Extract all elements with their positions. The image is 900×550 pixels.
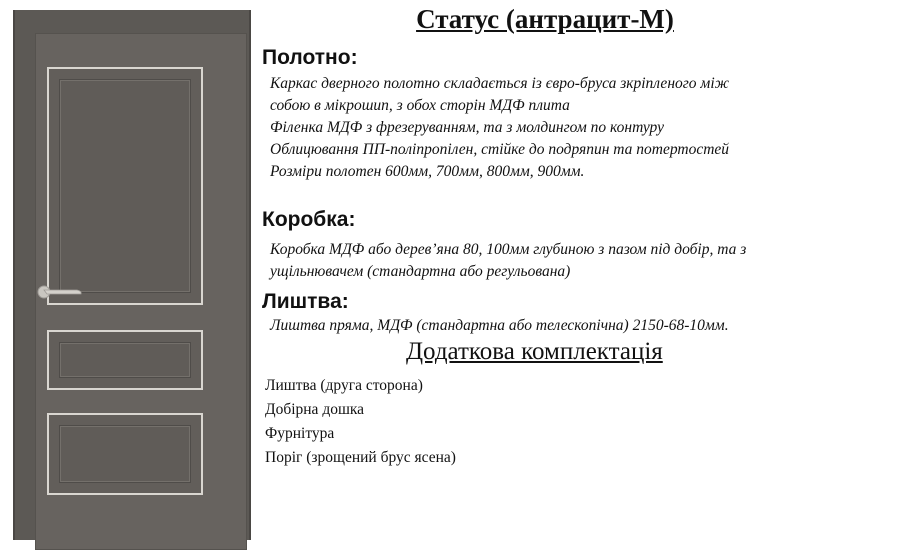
section-heading-lyshtva: Лиштва: (262, 290, 349, 313)
page-title: Статус (антрацит-М) (416, 4, 674, 34)
section-heading-polotno: Полотно: (262, 46, 358, 69)
section-text-lyshtva (270, 315, 729, 337)
description-line: Філенка МДФ з фрезеруванням, та з молдингом по контуру (270, 119, 664, 136)
description-line: ущільнювачем (стандартна або регульована) (270, 263, 571, 280)
description-line: Розміри полотен 600мм, 700мм, 800мм, 900мм. (270, 163, 585, 180)
description-line: Облицювання ПП-поліпропілен, стійке до подряпин та потертостей (270, 141, 730, 158)
section-text-korobka (270, 239, 746, 283)
extras-heading: Додаткова комплектація (406, 338, 663, 365)
extras-item: Лиштва (друга сторона) (265, 377, 423, 394)
extras-item: Фурнітура (265, 425, 335, 442)
door-handle-icon (37, 285, 83, 299)
description-line: Каркас дверного полотно складається із євро-бруса зкріпленого між (270, 75, 730, 92)
description-line: Лиштва пряма, МДФ (стандартна або телескопічна) 2150-68-10мм. (270, 317, 729, 334)
door-panel-bottom (47, 413, 203, 495)
section-text-polotno (270, 73, 729, 183)
extras-item: Поріг (зрощений брус ясена) (265, 449, 456, 466)
description-line: собою в мікрошип, з обох сторін МДФ плита (270, 97, 570, 114)
section-heading-korobka: Коробка: (262, 208, 356, 231)
door-panel-top (47, 67, 203, 305)
extras-item: Добірна дошка (265, 401, 365, 418)
description-line: Коробка МДФ або дерев’яна 80, 100мм глубиною з пазом під добір, та з (270, 241, 747, 258)
door-panel-middle (47, 330, 203, 390)
extras-list (265, 374, 456, 470)
